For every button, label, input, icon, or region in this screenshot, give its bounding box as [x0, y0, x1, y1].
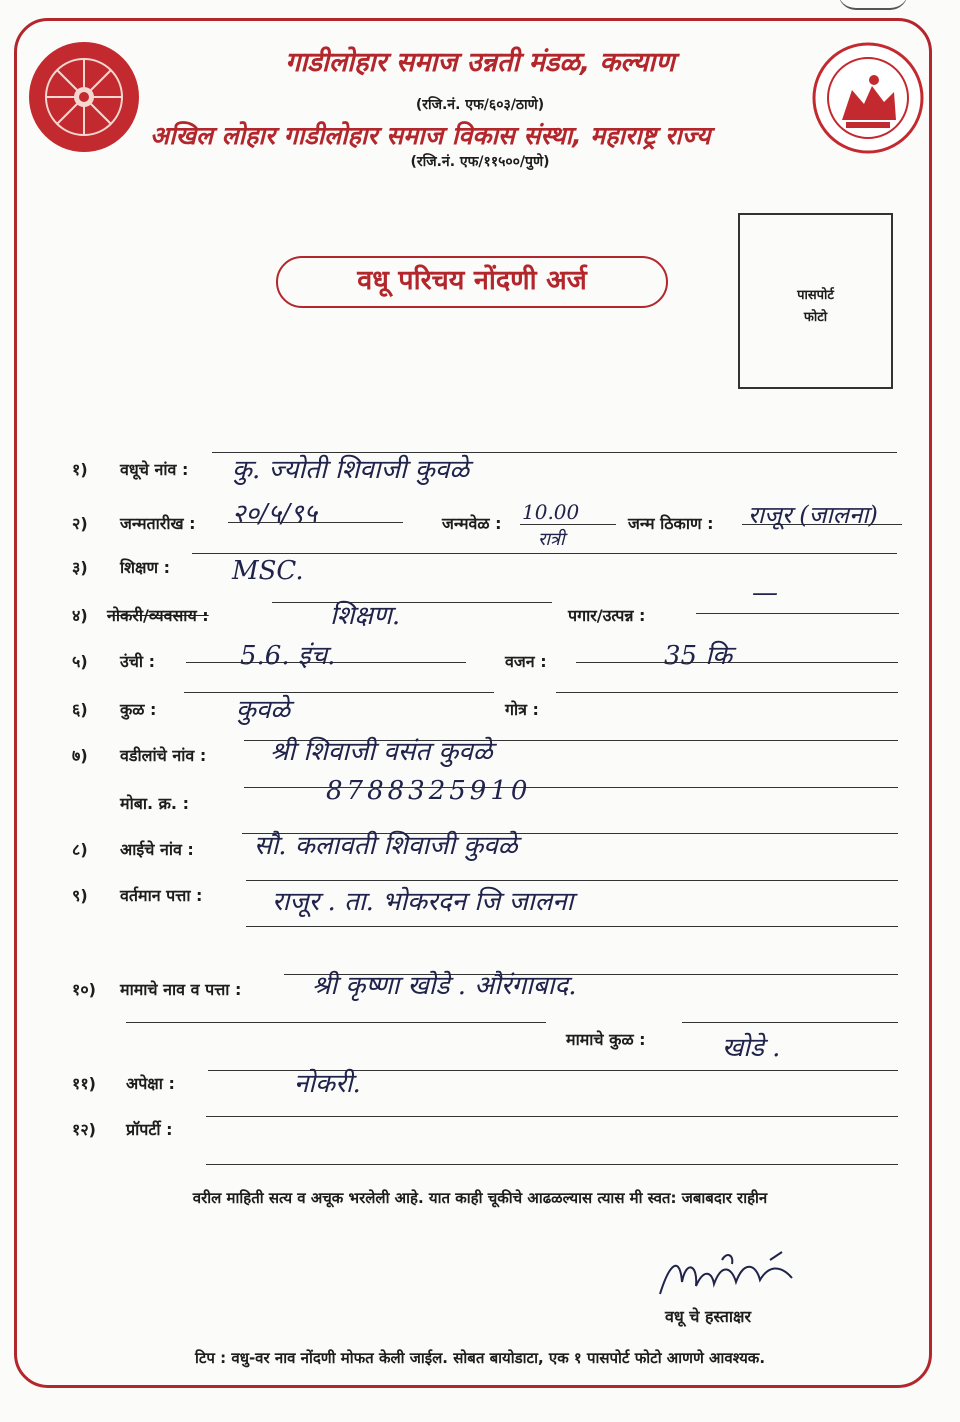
- mobile-label: मोबा. क्र. :: [120, 794, 189, 813]
- birth-time-label: जन्मवेळ :: [442, 514, 502, 533]
- mother-name-label: आईचे नांव :: [120, 840, 194, 859]
- property-line-2: [206, 1164, 898, 1165]
- occupation-label: नोकरी/व्यवसाय :: [107, 606, 209, 625]
- height-label: उंची :: [120, 652, 156, 671]
- birth-time-line: [520, 524, 616, 525]
- field-number: ५): [72, 652, 88, 671]
- birth-place-value[interactable]: राजूर (जालना): [748, 501, 878, 529]
- field-number: १): [72, 460, 88, 479]
- salary-label: पगार/उत्पन्न :: [568, 606, 646, 625]
- field-number: १०): [72, 980, 96, 999]
- signature-label: वधू चे हस्ताक्षर: [665, 1307, 752, 1326]
- mama-kul-line: [682, 1022, 898, 1023]
- weight-label: वजन :: [505, 652, 547, 671]
- mama-kul-label: मामाचे कुळ :: [566, 1030, 646, 1049]
- father-name-value[interactable]: श्री शिवाजी वसंत कुवळे: [270, 737, 493, 767]
- org-name: गाडीलोहार समाज उन्नती मंडळ, कल्याण: [285, 47, 675, 78]
- address-line-1: [246, 880, 898, 881]
- sanstha-registration: (रजि.नं. एफ/११५००/पुणे): [410, 154, 550, 170]
- sanstha-name: अखिल लोहार गाडीलोहार समाज विकास संस्था, महाराष्ट्र राज्य: [150, 121, 711, 150]
- kul-label: कुळ :: [120, 700, 157, 719]
- birth-time-period[interactable]: रात्री: [538, 529, 565, 550]
- dob-label: जन्मतारीख :: [120, 514, 196, 533]
- mobile-value[interactable]: 8788325910: [326, 776, 532, 806]
- salary-value[interactable]: —: [752, 578, 778, 608]
- kul-value[interactable]: कुवळे: [236, 695, 291, 725]
- kul-line: [184, 692, 494, 693]
- occupation-value[interactable]: शिक्षण.: [330, 601, 401, 631]
- birth-time-value[interactable]: 10.00: [522, 500, 580, 524]
- expectation-label: अपेक्षा :: [126, 1074, 175, 1093]
- field-number: ४): [72, 606, 88, 625]
- birth-place-label: जन्म ठिकाण :: [628, 514, 714, 533]
- mama-line-2: [126, 1022, 546, 1023]
- mother-name-value[interactable]: सौ. कलावती शिवाजी कुवळे: [254, 831, 518, 861]
- bride-signature: [652, 1242, 812, 1306]
- passport-photo-box: [738, 213, 893, 389]
- height-value[interactable]: 5.6. इंच.: [240, 641, 336, 671]
- address-label: वर्तमान पत्ता :: [120, 886, 203, 905]
- property-label: प्रॉपर्टी :: [126, 1120, 173, 1139]
- weight-line: [576, 662, 898, 663]
- occupation-line: [272, 602, 552, 603]
- corner-scribble: [838, 0, 908, 10]
- mama-kul-value[interactable]: खोडे .: [722, 1033, 781, 1063]
- field-number: ७): [72, 746, 88, 765]
- bride-name-label: वधूचे नांव :: [120, 460, 189, 479]
- weight-value[interactable]: 35 कि: [664, 641, 733, 671]
- form-title: वधू परिचय नोंदणी अर्ज: [276, 256, 668, 308]
- gotra-label: गोत्र :: [505, 700, 539, 719]
- education-line: [192, 553, 897, 554]
- photo-label-line2: फोटो: [803, 310, 828, 325]
- field-number: ११): [72, 1074, 96, 1093]
- expectation-value[interactable]: नोकरी.: [294, 1069, 361, 1099]
- address-line-2: [246, 926, 898, 927]
- education-label: शिक्षण :: [120, 558, 171, 577]
- declaration-text: वरील माहिती सत्य व अचूक भरलेली आहे. यात काही चूकीचे आढळल्यास त्यास मी स्वत: जबाबदार राहीन: [192, 1189, 768, 1207]
- salary-line: [696, 613, 899, 614]
- photo-label-line1: पासपोर्ट: [797, 288, 834, 303]
- education-value[interactable]: MSC.: [232, 556, 304, 586]
- field-number: ८): [72, 840, 88, 859]
- field-number: ६): [72, 700, 88, 719]
- dob-value[interactable]: २०/५/९५: [232, 499, 318, 529]
- mama-value[interactable]: श्री कृष्णा खोडे . औरंगाबाद.: [312, 971, 577, 1001]
- mama-label: मामाचे नाव व पत्ता :: [120, 980, 242, 999]
- father-name-label: वडीलांचे नांव :: [120, 746, 207, 765]
- footer-note: टिप : वधु-वर नाव नोंदणी मोफत केली जाईल. सोबत बायोडाटा, एक १ पासपोर्ट फोटो आणणे आवश्यक.: [194, 1349, 766, 1367]
- property-line-1: [206, 1116, 898, 1117]
- field-number: १२): [72, 1120, 96, 1139]
- gotra-line: [556, 692, 898, 693]
- org-registration: (रजि.नं. एफ/६०३/ठाणे): [415, 97, 545, 113]
- field-number: २): [72, 514, 88, 533]
- address-value[interactable]: राजूर . ता. भोकरदन जि जालना: [272, 887, 574, 917]
- field-number: ९): [72, 886, 88, 905]
- bride-name-value[interactable]: कु. ज्योती शिवाजी कुवळे: [232, 455, 470, 485]
- field-number: ३): [72, 558, 88, 577]
